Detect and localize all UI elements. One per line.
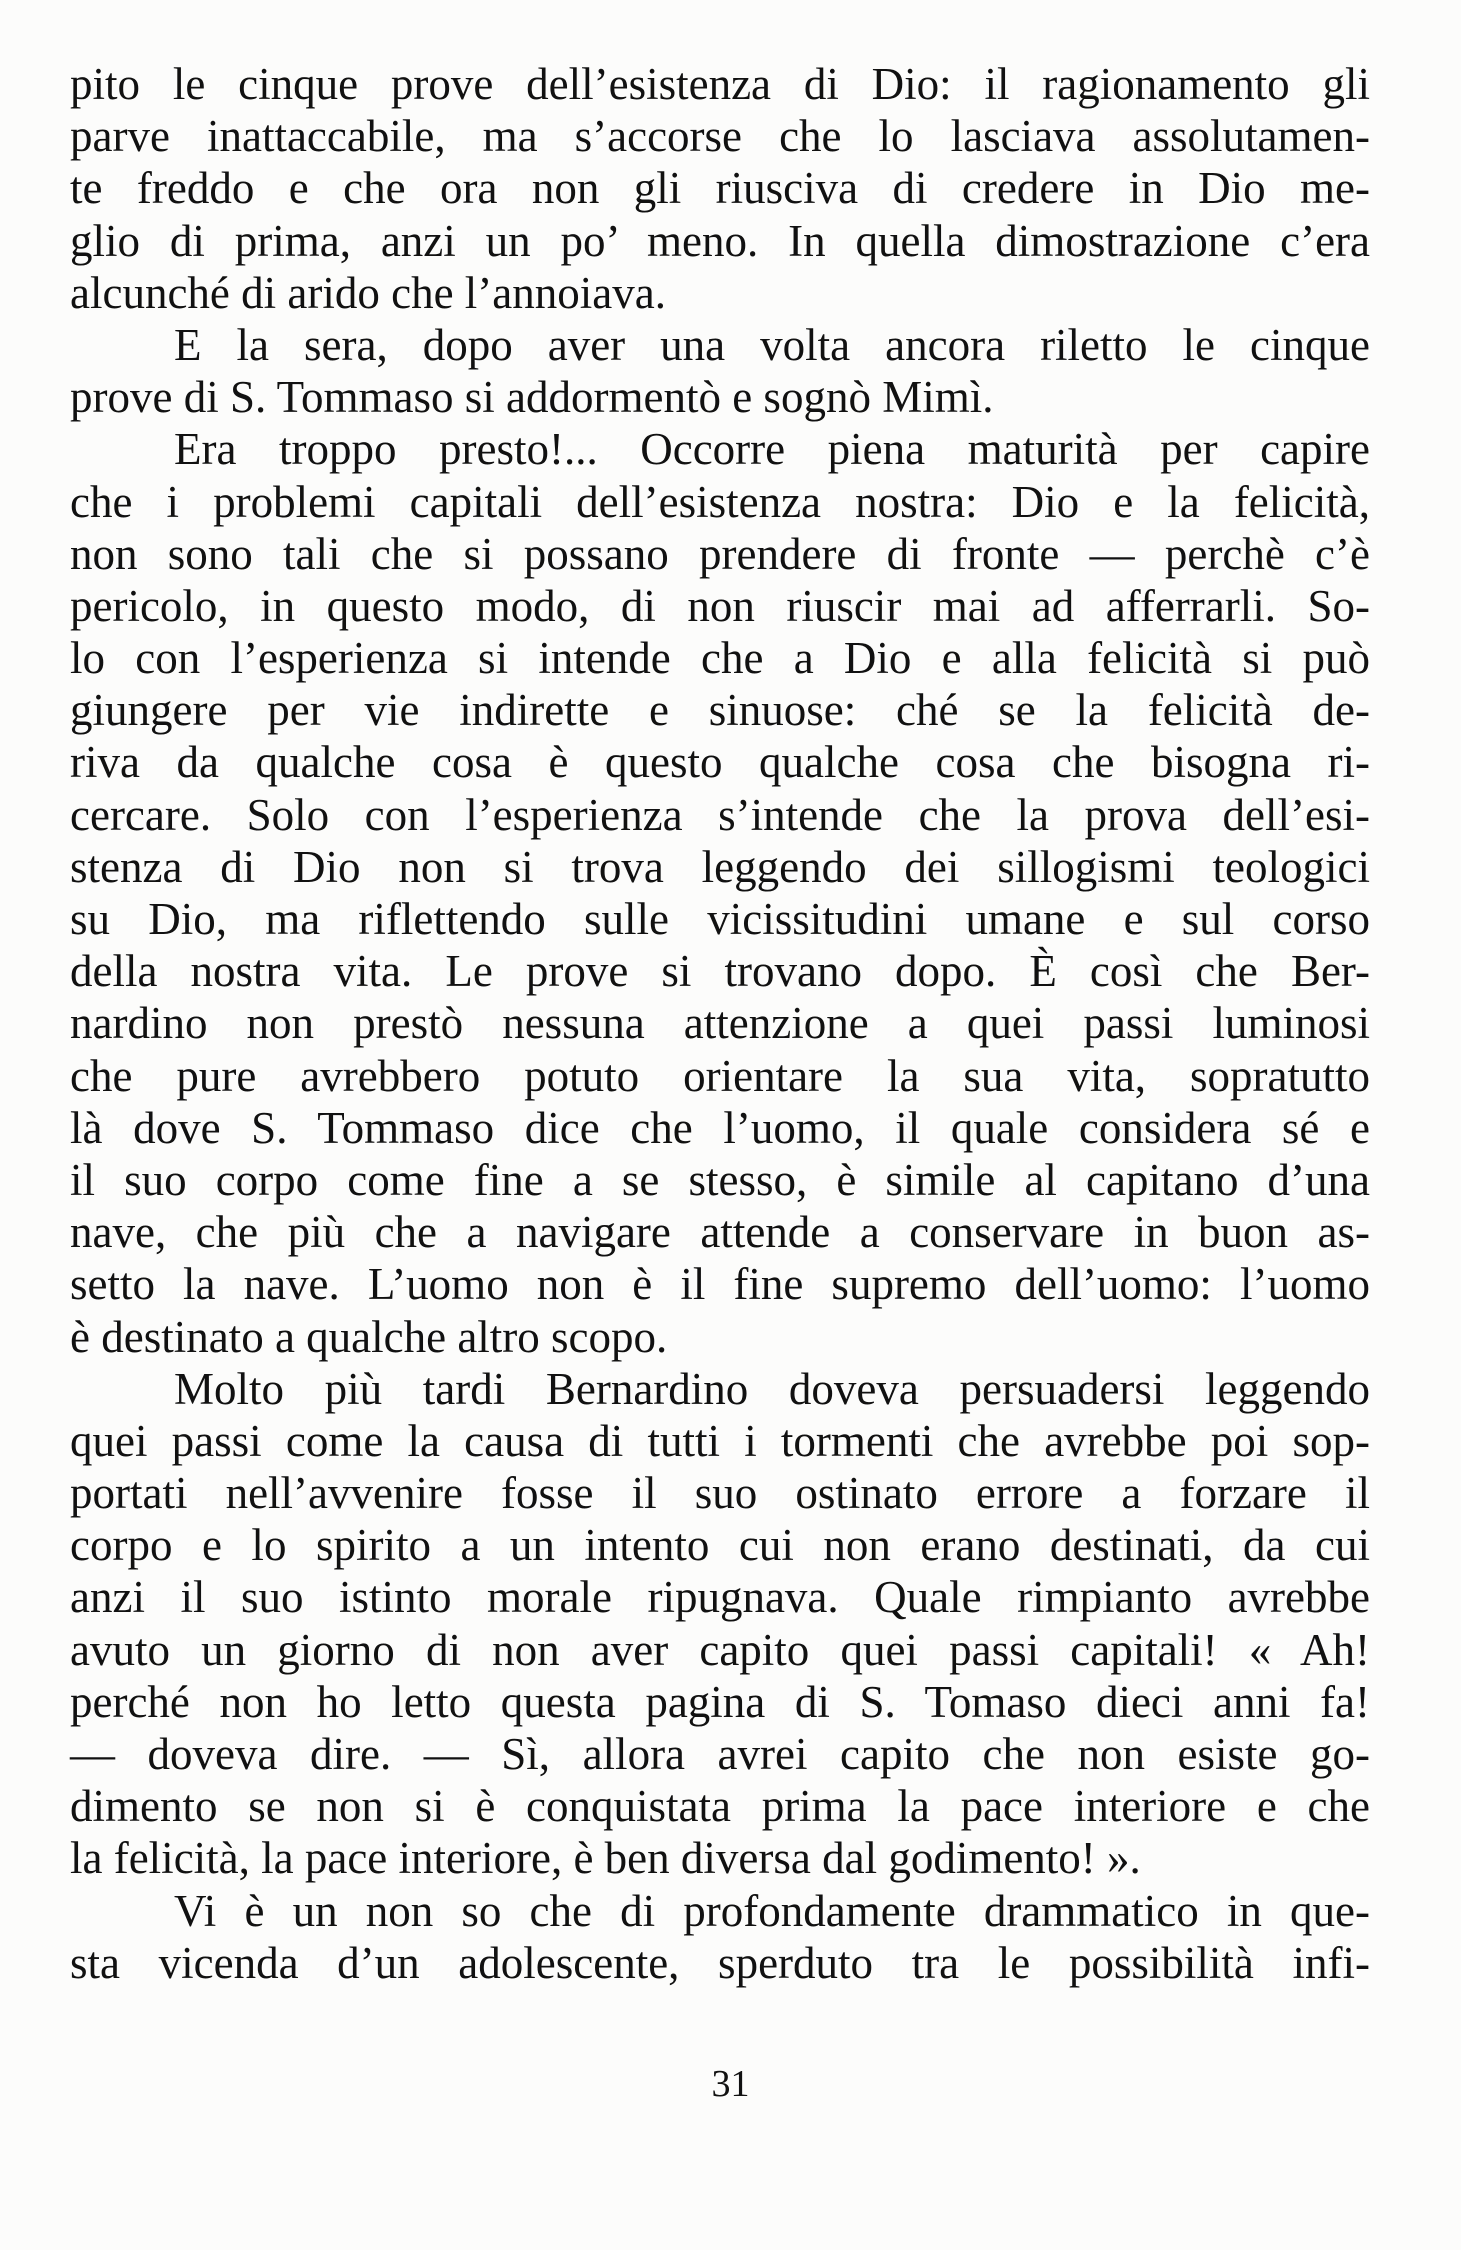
text-line: su Dio, ma riflettendo sulle vicissitudini umane e sul corso bbox=[70, 894, 1370, 944]
text-line: perché non ho letto questa pagina di S. Tomaso dieci anni fa! bbox=[70, 1676, 1370, 1727]
text-line: setto la nave. L’uomo non è il fine supremo dell’uomo: l’uomo bbox=[70, 1259, 1370, 1310]
text-line: pito le cinque prove dell’esistenza di Dio: il ragionamento gli bbox=[70, 59, 1370, 109]
text-line: avuto un giorno di non aver capito quei passi capitali! « Ah! bbox=[70, 1624, 1370, 1675]
text-line: te freddo e che ora non gli riusciva di credere in Dio me- bbox=[70, 163, 1370, 214]
text-line: prove di S. Tommaso si addormentò e sognò Mimì. bbox=[70, 372, 994, 423]
body-text bbox=[70, 58, 1370, 1989]
text-line: anzi il suo istinto morale ripugnava. Quale rimpianto avrebbe bbox=[70, 1572, 1370, 1623]
text-line: giungere per vie indirette e sinuose: ché se la felicità de- bbox=[70, 685, 1370, 736]
text-line: pericolo, in questo modo, di non riuscir mai ad afferrarli. So- bbox=[70, 580, 1370, 631]
page-number: 31 bbox=[711, 2063, 750, 2105]
text-line: nave, che più che a navigare attende a conservare in buon as- bbox=[70, 1207, 1370, 1258]
text-line: dimento se non si è conquistata prima la pace interiore e che bbox=[70, 1781, 1370, 1832]
text-line: che i problemi capitali dell’esistenza nostra: Dio e la felicità, bbox=[70, 476, 1370, 527]
text-line: il suo corpo come fine a se stesso, è simile al capitano d’una bbox=[70, 1154, 1370, 1205]
text-line: non sono tali che si possano prendere di fronte — perchè c’è bbox=[70, 528, 1370, 579]
text-line: riva da qualche cosa è questo qualche cosa che bisogna ri- bbox=[70, 737, 1370, 788]
text-line: portati nell’avvenire fosse il suo ostinato errore a forzare il bbox=[70, 1468, 1370, 1519]
text-line: Vi è un non so che di profondamente drammatico in que- bbox=[174, 1885, 1370, 1936]
text-line: parve inattaccabile, ma s’accorse che lo lasciava assolutamen- bbox=[70, 111, 1370, 162]
text-line: la felicità, la pace interiore, è ben diversa dal godimento! ». bbox=[70, 1833, 1141, 1884]
text-line: che pure avrebbero potuto orientare la sua vita, sopratutto bbox=[70, 1050, 1370, 1101]
text-line: cercare. Solo con l’esperienza s’intende che la prova dell’esi- bbox=[70, 789, 1370, 840]
text-line: lo con l’esperienza si intende che a Dio e alla felicità si può bbox=[70, 633, 1370, 684]
text-line: Molto più tardi Bernardino doveva persuadersi leggendo bbox=[174, 1363, 1370, 1414]
text-line: E la sera, dopo aver una volta ancora riletto le cinque bbox=[174, 319, 1370, 370]
text-line: Era troppo presto!... Occorre piena maturità per capire bbox=[174, 424, 1370, 475]
text-line: corpo e lo spirito a un intento cui non erano destinati, da cui bbox=[70, 1520, 1370, 1571]
text-line: quei passi come la causa di tutti i tormenti che avrebbe poi sop- bbox=[70, 1415, 1370, 1466]
text-line: glio di prima, anzi un po’ meno. In quella dimostrazione c’era bbox=[70, 215, 1370, 266]
text-line: sta vicenda d’un adolescente, sperduto tra le possibilità infi- bbox=[70, 1937, 1370, 1988]
text-line: là dove S. Tommaso dice che l’uomo, il quale considera sé e bbox=[70, 1102, 1370, 1153]
text-line: — doveva dire. — Sì, allora avrei capito che non esiste go- bbox=[70, 1729, 1370, 1779]
text-line: nardino non prestò nessuna attenzione a quei passi luminosi bbox=[70, 998, 1370, 1049]
text-line: della nostra vita. Le prove si trovano dopo. È così che Ber- bbox=[70, 946, 1370, 997]
text-line: alcunché di arido che l’annoiava. bbox=[70, 267, 666, 318]
text-line: è destinato a qualche altro scopo. bbox=[70, 1311, 668, 1362]
text-line: stenza di Dio non si trova leggendo dei sillogismi teologici bbox=[70, 841, 1370, 892]
